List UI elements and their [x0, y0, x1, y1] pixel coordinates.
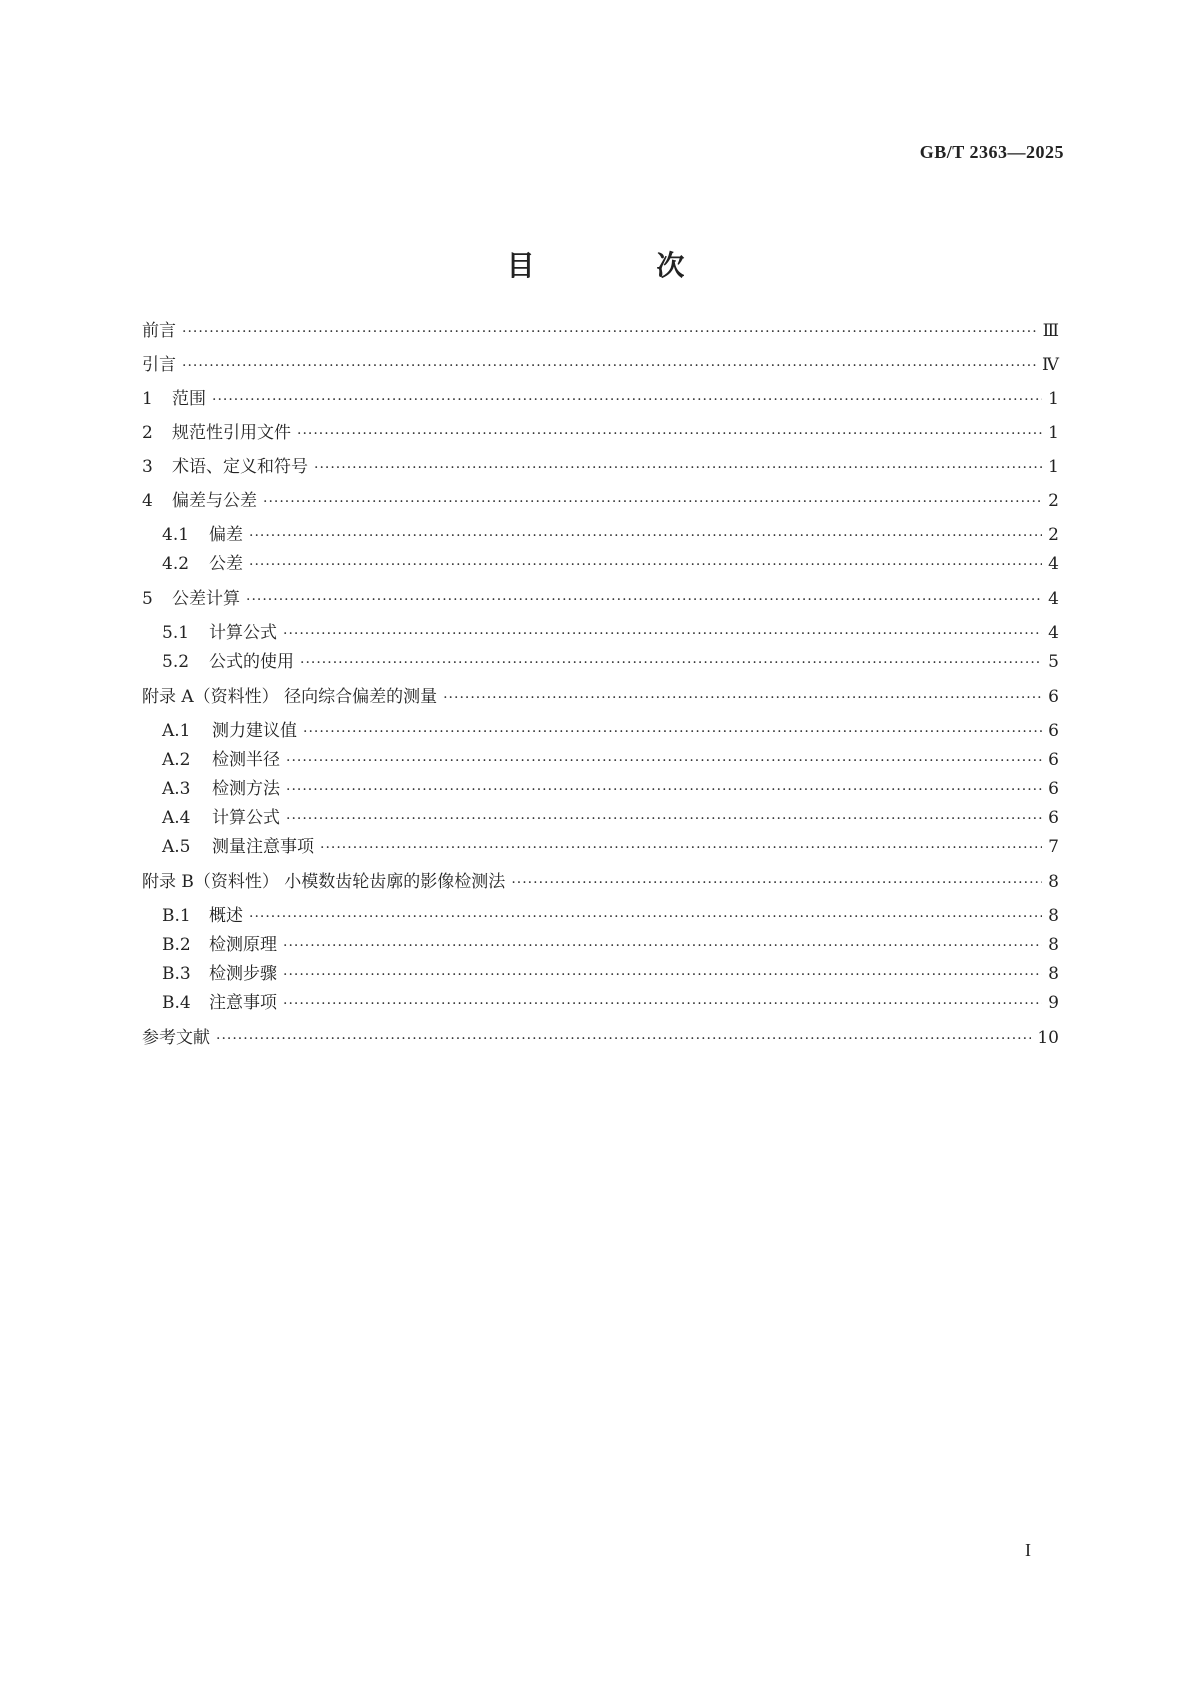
toc-entry-title: 附录 A（资料性） 径向综合偏差的测量: [142, 687, 438, 707]
toc-leader: [314, 457, 1042, 479]
toc-entry-page: 2: [1048, 525, 1059, 545]
toc-leader: [300, 652, 1042, 674]
toc-entry-number: 4.2: [162, 554, 190, 574]
toc-leader: [246, 589, 1042, 611]
toc-entry-page: 8: [1048, 935, 1059, 955]
toc-entry-title: 检测方法: [212, 779, 280, 799]
toc-entry-a-3[interactable]: [162, 778, 1059, 801]
toc-leader: [212, 389, 1042, 411]
toc-entry-a-2[interactable]: [162, 749, 1059, 772]
toc-leader: [443, 687, 1042, 709]
toc-entry-a-4[interactable]: [162, 807, 1059, 830]
toc-entry-page: 8: [1048, 964, 1059, 984]
toc-entry-page: 6: [1048, 779, 1059, 799]
toc-leader: [297, 423, 1042, 445]
toc-entry-number: A.4: [162, 808, 191, 828]
toc-entry-number: 1: [142, 389, 153, 409]
toc-entry-title: 规范性引用文件: [172, 423, 291, 443]
toc-entry-page: Ⅲ: [1042, 321, 1059, 341]
toc-leader: [286, 750, 1042, 772]
toc-entry-title: 注意事项: [209, 993, 277, 1013]
toc-entry-title: 偏差: [209, 525, 243, 545]
toc-entry-number: 4.1: [162, 525, 190, 545]
toc-entry-a-5[interactable]: [162, 836, 1059, 859]
toc-entry-title: 检测原理: [209, 935, 277, 955]
toc-entry-5-1[interactable]: [162, 622, 1059, 645]
toc-entry-number: 5: [142, 589, 153, 609]
toc-entry-title: 概述: [209, 906, 243, 926]
toc-entry-page: 4: [1048, 589, 1059, 609]
toc-entry-page: 8: [1048, 906, 1059, 926]
toc-leader: [283, 935, 1042, 957]
toc-entry-title: 检测半径: [212, 750, 280, 770]
toc-leader: [249, 554, 1042, 576]
toc-entry-title: 引言: [142, 355, 176, 375]
toc-entry-b-4[interactable]: [162, 992, 1059, 1015]
standard-code: GB/T 2363—2025: [919, 142, 1064, 162]
toc-entry-title: 偏差与公差: [172, 491, 257, 511]
toc-entry-title: 范围: [172, 389, 206, 409]
toc-entry-foreword[interactable]: [142, 320, 1059, 343]
toc-entry-page: 6: [1048, 721, 1059, 741]
toc-entry-number: B.1: [162, 906, 191, 926]
toc-entry-number: A.2: [162, 750, 191, 770]
toc-leader: [283, 623, 1042, 645]
toc-entry-b-1[interactable]: [162, 905, 1059, 928]
toc-leader: [286, 808, 1042, 830]
toc-entry-2[interactable]: [142, 422, 1059, 445]
toc-entry-page: 1: [1048, 389, 1059, 409]
toc-entry-page: 8: [1048, 872, 1059, 892]
toc-entry-title: 公差计算: [172, 589, 240, 609]
toc-entry-number: B.3: [162, 964, 191, 984]
toc-leader: [182, 321, 1037, 343]
toc-leader: [286, 779, 1042, 801]
toc-leader: [249, 906, 1042, 928]
toc-leader: [216, 1028, 1031, 1050]
page-folio: I: [1025, 1540, 1031, 1560]
toc-entry-page: 5: [1048, 652, 1059, 672]
toc-entry-number: 2: [142, 423, 153, 443]
toc-entry-annex-a[interactable]: [142, 686, 1059, 709]
toc-entry-number: A.1: [162, 721, 191, 741]
toc-entry-title: 附录 B（资料性） 小模数齿轮齿廓的影像检测法: [142, 872, 506, 892]
toc-entry-1[interactable]: [142, 388, 1059, 411]
toc-leader: [263, 491, 1042, 513]
toc-leader: [320, 837, 1042, 859]
toc-entry-title: 术语、定义和符号: [172, 457, 308, 477]
toc-entry-introduction[interactable]: [142, 354, 1059, 377]
toc-entry-number: 3: [142, 457, 153, 477]
toc-entry-page: 1: [1048, 457, 1059, 477]
toc-entry-page: 2: [1048, 491, 1059, 511]
toc-entry-5-2[interactable]: [162, 651, 1059, 674]
toc-entry-4-1[interactable]: [162, 524, 1059, 547]
toc-entry-4[interactable]: [142, 490, 1059, 513]
toc-entry-page: 9: [1048, 993, 1059, 1013]
toc-entry-page: Ⅳ: [1042, 355, 1059, 375]
toc-entry-number: 4: [142, 491, 153, 511]
toc-entry-number: 5.1: [162, 623, 190, 643]
toc-entry-page: 10: [1037, 1028, 1059, 1048]
toc-entry-number: B.2: [162, 935, 191, 955]
toc-entry-b-3[interactable]: [162, 963, 1059, 986]
toc-entry-annex-b[interactable]: [142, 871, 1059, 894]
toc-entry-bibliography[interactable]: [142, 1027, 1059, 1050]
toc-entry-title: 参考文献: [142, 1028, 210, 1048]
toc-entry-title: 检测步骤: [209, 964, 277, 984]
toc-entry-page: 6: [1048, 808, 1059, 828]
toc-leader: [283, 964, 1042, 986]
toc-entry-page: 4: [1048, 554, 1059, 574]
toc-entry-page: 1: [1048, 423, 1059, 443]
toc-entry-title: 计算公式: [209, 623, 277, 643]
toc-entry-title: 计算公式: [212, 808, 280, 828]
toc-leader: [283, 993, 1042, 1015]
toc-entry-title: 公式的使用: [209, 652, 294, 672]
toc-entry-title: 测力建议值: [212, 721, 297, 741]
toc-entry-page: 6: [1048, 687, 1059, 707]
toc-entry-page: 6: [1048, 750, 1059, 770]
toc-leader: [249, 525, 1042, 547]
toc-entry-a-1[interactable]: [162, 720, 1059, 743]
toc-entry-page: 7: [1048, 837, 1059, 857]
toc-entry-3[interactable]: [142, 456, 1059, 479]
toc-entry-page: 4: [1048, 623, 1059, 643]
toc-entry-number: A.3: [162, 779, 191, 799]
toc-entry-number: 5.2: [162, 652, 190, 672]
toc-leader: [303, 721, 1042, 743]
toc-leader: [182, 355, 1036, 377]
toc-leader: [511, 872, 1042, 894]
toc-entry-title: 公差: [209, 554, 243, 574]
toc-title: 目 次: [506, 249, 741, 282]
toc-entry-title: 前言: [142, 321, 176, 341]
toc-entry-4-2[interactable]: [162, 553, 1059, 576]
toc-entry-title: 测量注意事项: [212, 837, 314, 857]
toc-entry-5[interactable]: [142, 588, 1059, 611]
toc-entry-b-2[interactable]: [162, 934, 1059, 957]
toc-entry-number: B.4: [162, 993, 191, 1013]
toc-entry-number: A.5: [162, 837, 191, 857]
